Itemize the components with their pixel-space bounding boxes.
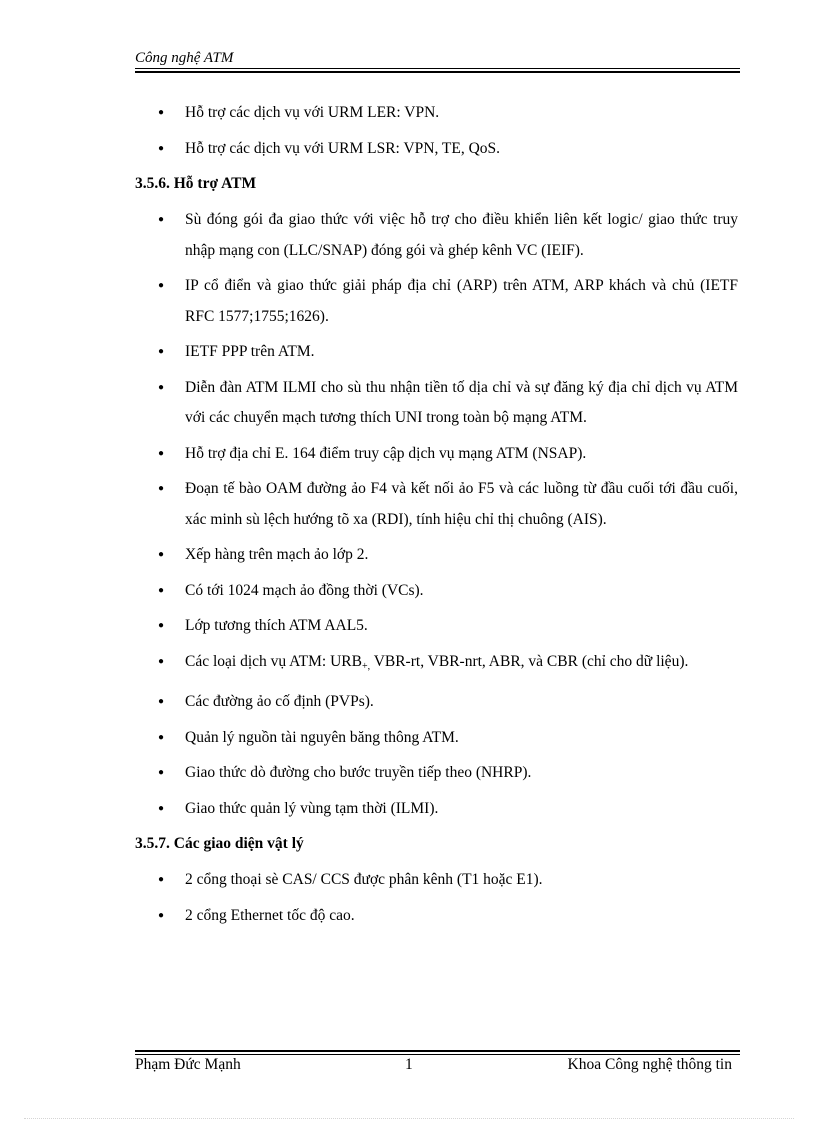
list-item-service-types (135, 647, 738, 683)
list-item: ● Đoạn tế bào OAM đường ảo F4 và kết nối ảo F5 và các luồng từ đầu cuối tới đầu cuối, xác minh sù lệch hướng tõ xa (RDI), tính hiệu chỉ thị chuông (AIS). (135, 474, 738, 535)
list-item: ● Các đường ảo cố định (PVPs). (135, 687, 738, 718)
list-item: ● Hỗ trợ các dịch vụ với URM LER: VPN. (135, 98, 738, 129)
list-item: ● Sù đóng gói đa giao thức với việc hỗ trợ cho điều khiển liên kết logic/ giao thức truy nhập mạng con (LLC/SNAP) đóng gói và ghép kênh VC (IEIF). (135, 205, 738, 266)
list-item: ● Giao thức quản lý vùng tạm thời (ILMI). (135, 794, 738, 825)
page-bottom-border (24, 1118, 794, 1119)
service-types-suffix: VBR-rt, VBR-nrt, ABR, và CBR (chỉ cho dữ liệu). (370, 652, 689, 670)
atm-support-list (135, 205, 738, 824)
list-item: ● IETF PPP trên ATM. (135, 337, 738, 368)
service-types-subscript: +, (361, 660, 371, 672)
intro-list (135, 98, 738, 164)
footer-page-number: 1 (405, 1056, 413, 1073)
list-item: ● Xếp hàng trên mạch ảo lớp 2. (135, 540, 738, 571)
list-item: ● Giao thức dò đường cho bước truyền tiếp theo (NHRP). (135, 758, 738, 789)
section-heading-atm-support: 3.5.6. Hỗ trợ ATM (135, 175, 257, 192)
list-item: ● Quản lý nguồn tài nguyên băng thông ATM. (135, 723, 738, 754)
footer-rule-thick (135, 1050, 740, 1052)
list-item: ● Có tới 1024 mạch ảo đồng thời (VCs). (135, 576, 738, 607)
list-item: ● Diễn đàn ATM ILMI cho sù thu nhận tiền tố dịa chỉ và sự đăng ký địa chỉ dịch vụ ATM với các chuyển mạch tương thích UNI trong toàn bộ mạng ATM. (135, 373, 738, 434)
page-header-title: Công nghệ ATM (135, 50, 234, 66)
list-item: ● 2 cổng Ethernet tốc độ cao. (135, 901, 738, 932)
list-item: ● Hỗ trợ các dịch vụ với URM LSR: VPN, TE, QoS. (135, 134, 738, 165)
service-types-prefix: Các loại dịch vụ ATM: URB (185, 652, 362, 670)
document-body (135, 98, 738, 936)
footer-rule-thin (135, 1054, 740, 1055)
list-item: ● IP cổ điển và giao thức giải pháp địa chỉ (ARP) trên ATM, ARP khách và chủ (IETF RFC 1577;1755;1626). (135, 271, 738, 332)
physical-interfaces-list (135, 865, 738, 931)
footer-author: Phạm Đức Mạnh (135, 1056, 241, 1073)
list-item: ● Hỗ trợ địa chỉ E. 164 điểm truy cập dịch vụ mạng ATM (NSAP). (135, 439, 738, 470)
footer-department: Khoa Công nghệ thông tin (567, 1056, 732, 1073)
section-heading-physical-interfaces: 3.5.7. Các giao diện vật lý (135, 835, 304, 852)
header-rule-thick (135, 71, 740, 73)
list-item: ● 2 cổng thoại sè CAS/ CCS được phân kênh (T1 hoặc E1). (135, 865, 738, 896)
header-rule-thin (135, 68, 740, 69)
list-item: ● Lớp tương thích ATM AAL5. (135, 611, 738, 642)
